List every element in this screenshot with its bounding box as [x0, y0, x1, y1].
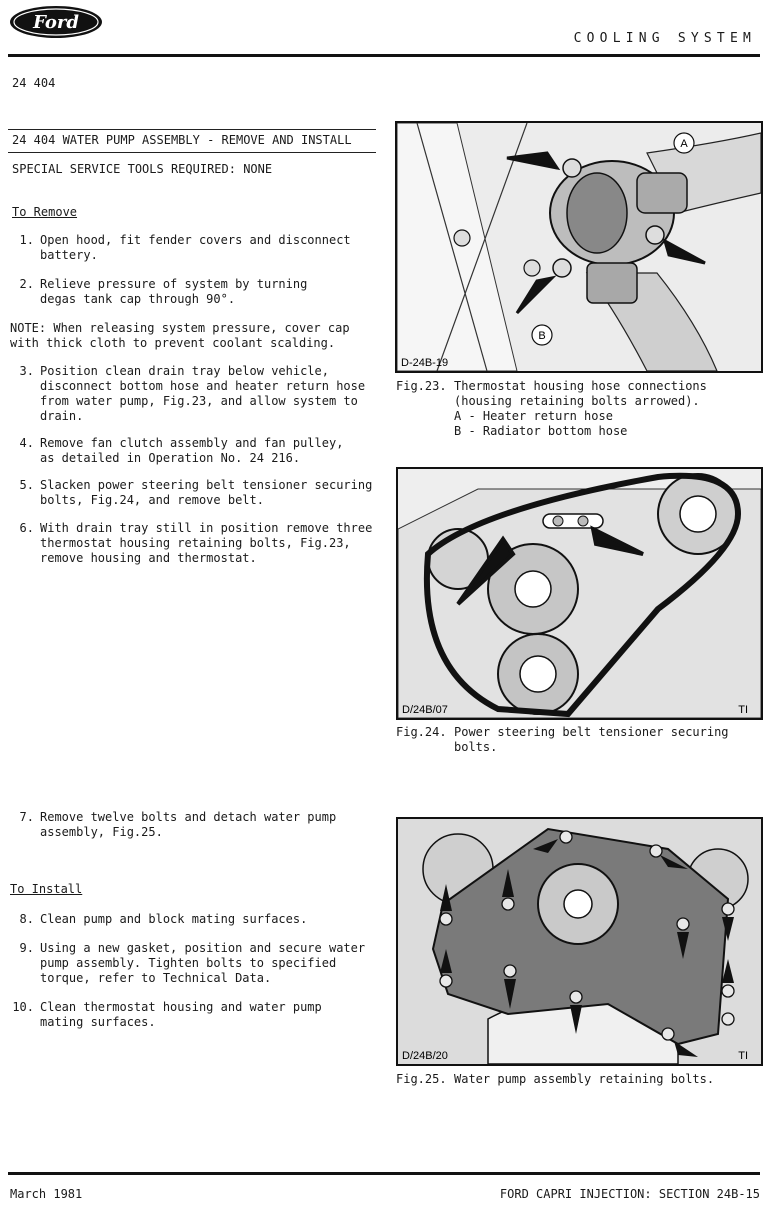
list-item: 5. Slacken power steering belt tensioner securing bolts, Fig.24, and remove belt.: [19, 478, 373, 507]
title-rule-bottom: [8, 152, 376, 153]
footer-date: March 1981: [10, 1187, 83, 1201]
figure-id: D-24B-19: [401, 357, 449, 369]
corner-mark: TI: [738, 704, 748, 716]
figure-23-thermostat-housing: [395, 121, 763, 373]
figure-24-belt-tensioner: [396, 467, 763, 720]
list-item: 6. With drain tray still in position remove three thermostat housing retaining bolts, Fig.23, remove housing and thermostat.: [19, 521, 373, 565]
list-item: 1. Open hood, fit fender covers and disconnect battery.: [19, 233, 351, 262]
callout-a: A: [680, 138, 688, 150]
ford-logo: [8, 4, 104, 40]
list-item: 8. Clean pump and block mating surfaces.: [19, 912, 308, 926]
operation-number: 24 404: [12, 76, 56, 90]
install-heading: To Install: [10, 882, 83, 896]
list-item: 10. Clean thermostat housing and water pump mating surfaces.: [12, 1000, 322, 1029]
list-item: 9. Using a new gasket, position and secure water pump assembly. Tighten bolts to specified torque, refer to Technical Data.: [19, 941, 366, 985]
footer-rule: [8, 1172, 760, 1175]
list-item: 2. Relieve pressure of system by turning degas tank cap through 90°.: [19, 277, 308, 306]
figure-24-caption: Fig.24. Power steering belt tensioner securing bolts.: [396, 725, 729, 754]
figure-25-water-pump-bolts: [396, 817, 763, 1066]
corner-mark: TI: [738, 1050, 748, 1062]
figure-25-caption: Fig.25. Water pump assembly retaining bolts.: [396, 1072, 715, 1086]
list-item: 4. Remove fan clutch assembly and fan pulley, as detailed in Operation No. 24 216.: [19, 436, 344, 465]
callout-b: B: [538, 330, 546, 342]
footer-section: FORD CAPRI INJECTION: SECTION 24B-15: [499, 1187, 760, 1201]
list-item: 3. Position clean drain tray below vehicle, disconnect bottom hose and heater return hose from water pump, Fig.23, and allow system to drain.: [19, 364, 366, 423]
figure-23-caption: Fig.23. Thermostat housing hose connections (housing retaining bolts arrowed). A - Heater return hose B - Radiator bottom hose: [396, 379, 707, 438]
section-title: COOLING SYSTEM: [573, 31, 756, 46]
note: NOTE: When releasing system pressure, cover cap with thick cloth to prevent coolant scalding.: [10, 321, 350, 350]
figure-id: D/24B/20: [402, 1050, 448, 1062]
figure-id: D/24B/07: [402, 704, 448, 716]
special-tools: SPECIAL SERVICE TOOLS REQUIRED: NONE: [12, 162, 273, 176]
title-rule-top: [8, 129, 376, 130]
operation-title: 24 404 WATER PUMP ASSEMBLY - REMOVE AND INSTALL: [12, 133, 352, 147]
list-item: 7. Remove twelve bolts and detach water pump assembly, Fig.25.: [19, 810, 337, 839]
remove-heading: To Remove: [12, 205, 78, 219]
logo-text: Ford: [33, 12, 79, 33]
header-rule: [8, 54, 760, 57]
